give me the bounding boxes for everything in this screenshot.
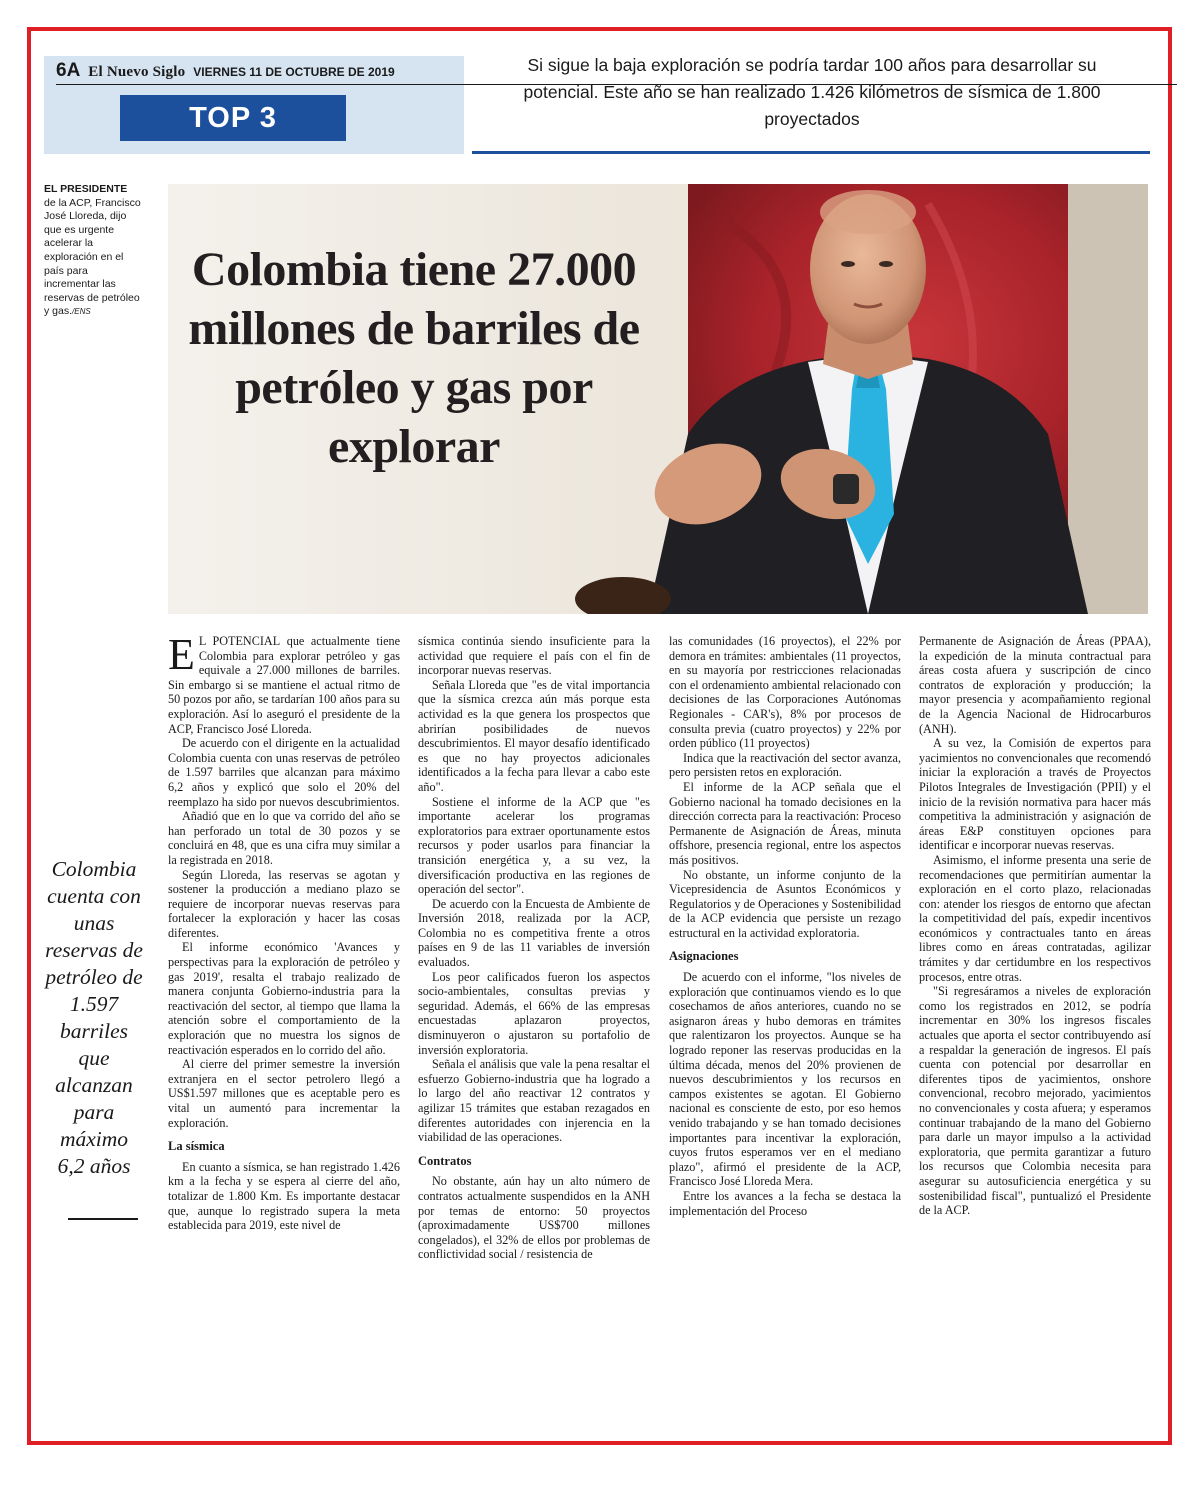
subheading: La sísmica: [168, 1139, 225, 1154]
article-column-4: [919, 634, 1151, 1218]
lead-caps: L POTENCIAL: [198, 634, 281, 648]
paragraph: De acuerdo con el dirigente en la actualidad Colombia cuenta con unas reservas de petróleo de 1.597 barriles que alcanzan para máximo 6,2 años y explicó que solo el 20% del reemplazo ha sido por nuevos descubrimientos.: [168, 736, 400, 809]
photo-credit: /ENS: [72, 307, 91, 317]
headline: Colombia tiene 27.000 millones de barriles de petróleo y gas por explorar: [188, 243, 640, 473]
caption-head: EL PRESIDENTE: [44, 183, 128, 195]
newspaper-name: El Nuevo Siglo: [88, 64, 186, 80]
paragraph: Según Lloreda, las reservas se agotan y sostener la producción a mediano plazo se requiere de incorporar nuevas reservas para fortalecer la exploración y hacer las cosas diferentes.: [168, 867, 400, 940]
summary-rule: [472, 151, 1150, 154]
article-column-3: [669, 634, 901, 1218]
photo-caption: [44, 183, 144, 319]
article-column-1: [168, 630, 400, 1233]
paragraph: [168, 630, 400, 736]
subheading: Contratos: [418, 1153, 472, 1168]
paragraph: Añadió que en lo que va corrido del año se han perforado un total de 30 pozos y se concluirá en 48, que es una cifra muy similar a la registrada en 2018.: [168, 809, 400, 867]
paragraph: Indica que la reactivación del sector avanza, pero persisten retos en exploración.: [669, 750, 901, 780]
pull-quote: Colombia cuenta con unas reservas de petróleo de 1.597 barriles que alcanzan para máximo 6,2 años: [45, 857, 143, 1178]
article-summary: Si sigue la baja exploración se podría tardar 100 años para desarrollar su potencial. Este año se han realizado 1.426 kilómetros de sísmica de 1.800 proyectados: [523, 55, 1101, 129]
article-column-2: [418, 634, 650, 1262]
paragraph: Los peor calificados fueron los aspectos socio-ambientales, consultas previas y seguridad. Además, el 66% de las empresas encuestadas aplazaron proyectos, disminuyeron o ajustaron su portafolio de inversión exploratoria.: [418, 969, 650, 1057]
paragraph: sísmica continúa siendo insuficiente para la actividad que requiere el país con el fin de incorporar nuevas reservas.: [418, 634, 650, 678]
paragraph: De acuerdo con el informe, "los niveles de exploración que continuamos viendo es lo que cosechamos de años anteriores, cuando no se asignaron áreas y hubo demoras en trámites que ralentizaron los proyectos. Aunque se ha logrado reponer las reservas producidas en la última década, menos del 20% provienen de nuevos descubrimientos y los recursos en campos existentes se agotan. El Gobierno nacional es consciente de esto, por eso hemos venido trabajando y se han tomado decisiones importantes para incentivar la exploración, cuyos frutos esperamos ver en el mediano plazo", afirmó el presidente de la ACP, Francisco José Lloreda Mera.: [669, 970, 901, 1189]
paragraph: las comunidades (16 proyectos), el 22% por demora en trámites: ambientales (11 proyectos, en su mayoría por restricciones relacionadas con el ordenamiento ambiental relacionado con decisiones de las Corporaciones Autónomas Regionales - CAR's), 8% por procesos de consulta previa (cuatro proyectos) y 22% por orden público (11 proyectos): [669, 634, 901, 751]
issue-date: VIERNES 11 DE OCTUBRE DE 2019: [193, 65, 395, 79]
paragraph: El informe económico 'Avances y perspectivas para la exploración de petróleo y gas 2019', resalta el trabajo realizado de manera conjunta Gobierno-industria para la reactivación del sector, al tiempo que llama la atención sobre el comportamiento de la exploración que no muestra los signos de reactivación esperados en lo corrido del año.: [168, 940, 400, 1057]
section-tag: TOP 3: [120, 95, 346, 141]
paragraph: Sostiene el informe de la ACP que "es importante acelerar los programas exploratorios para extraer oportunamente estos recursos y poder usarlos para financiar la transición energética y, a su vez, la diversificación productiva en las regiones de operación del sector".: [418, 794, 650, 897]
paragraph: A su vez, la Comisión de expertos para yacimientos no convencionales que recomendó iniciar la exploración a través de Proyectos Pilotos Integrales de Investigación (PPII) y el inicio de la revisión normativa para hacer más competitiva la administración y asignación de áreas E&P constituyen opciones para identificar e incorporar nuevas reservas.: [919, 736, 1151, 853]
paragraph: En cuanto a sísmica, se han registrado 1.426 km a la fecha y se espera al cierre del año, totalizar de 1.800 Km. Es importante destacar que, aunque lo registrado supera la meta establecida para 2019, este nivel de: [168, 1159, 400, 1233]
pull-quote-rule: [68, 1218, 138, 1220]
paragraph: Permanente de Asignación de Áreas (PPAA), la expedición de la minuta contractual para áreas costa afuera y suscripción de cinco contratos de exploración y producción; la mayor presencia y acompañamiento regional de la Agencia Nacional de Hidrocarburos (ANH).: [919, 634, 1151, 736]
paragraph: Señala el análisis que vale la pena resaltar el esfuerzo Gobierno-industria que ha logrado a lo largo del año reactivar 12 contratos y agilizar 15 trámites que estaban rezagados en diferentes autoridades con injerencia en la viabilidad de las operaciones.: [418, 1057, 650, 1145]
page-number: 6A: [56, 60, 81, 81]
caption-text: de la ACP, Francisco José Lloreda, dijo que es urgente acelerar la exploración en el país para incrementar las reservas de petróleo y gas.: [44, 196, 141, 318]
paragraph: No obstante, un informe conjunto de la Vicepresidencia de Asuntos Económicos y Regulatorios y de Operaciones y Sostenibilidad de la ACP evidencia que persiste un rezago estructural en la actividad exploratoria.: [669, 867, 901, 940]
paragraph: El informe de la ACP señala que el Gobierno nacional ha tomado decisiones en la dirección correcta para la reactivación: Proceso Permanente de Asignación de Áreas, minuta offshore, presencia regional, entre los aspectos más positivos.: [669, 779, 901, 867]
paragraph: Entre los avances a la fecha se destaca la implementación del Proceso: [669, 1188, 901, 1218]
paragraph: "Si regresáramos a niveles de exploración como los registrados en 2012, se podría incrementar en 30% los ingresos fiscales actuales que aporta el sector contribuyendo así a respaldar la generación de ingresos. El país cuenta con potencial por desarrollar en diferentes tipos de yacimientos, onshore convencional, recobro mejorado, yacimientos no convencionales y costa afuera; y esperamos continuar trabajando de la mano del Gobierno para darle un mayor impulso a la actividad exploratoria, que permita garantizar a futuro los recursos que Colombia necesita para asegurar su autosuficiencia energética y su sostenibilidad fiscal", puntualizó el Presidente de la ACP.: [919, 984, 1151, 1218]
paragraph: Al cierre del primer semestre la inversión extranjera en el sector petrolero llegó a US$1.597 millones que es aceptable pero es vital un aumentó para incrementar la exploración.: [168, 1057, 400, 1130]
drop-cap: E: [168, 630, 195, 679]
paragraph: Señala Lloreda que "es de vital importancia que la sísmica crezca aún más porque esta actividad es la que genera los prospectos que abrirían posibilidades de nuevos descubrimientos. El mayor desafío identificado es que no hay proyectos adicionales identificados a la fecha para llevar a cabo este año".: [418, 677, 650, 794]
paragraph: Asimismo, el informe presenta una serie de recomendaciones que permitirían aumentar la exploración en el corto plazo, relacionadas con: atender los riesgos de entorno que afectan la competitividad del país, expedir incentivos económicos y contractuales tanto en áreas libres como en áreas contratadas, agilizar trámites y dar certidumbre en los respectivos procesos, entre otras.: [919, 852, 1151, 984]
paragraph: De acuerdo con la Encuesta de Ambiente de Inversión 2018, realizada por la ACP, Colombia no es competitiva frente a otros países en 9 de las 11 variables de inversión evaluados.: [418, 896, 650, 970]
paragraph: No obstante, aún hay un alto número de contratos actualmente suspendidos en la ANH por temas de entorno: 50 proyectos (aproximadamente US$700 millones congelados), el 32% de ellos por problemas de conflictividad social / resistencia de: [418, 1174, 650, 1262]
lead-text: que actualmente tiene Colombia para explorar petróleo y gas equivale a 27.000 millones de barriles. Sin embargo si se mantiene el actual ritmo de 50 pozos por año, se tardarían 100 años para su exploración. Así lo aseguró el presidente de la ACP, Francisco José Lloreda.: [168, 634, 400, 736]
subheading: Asignaciones: [669, 949, 739, 964]
